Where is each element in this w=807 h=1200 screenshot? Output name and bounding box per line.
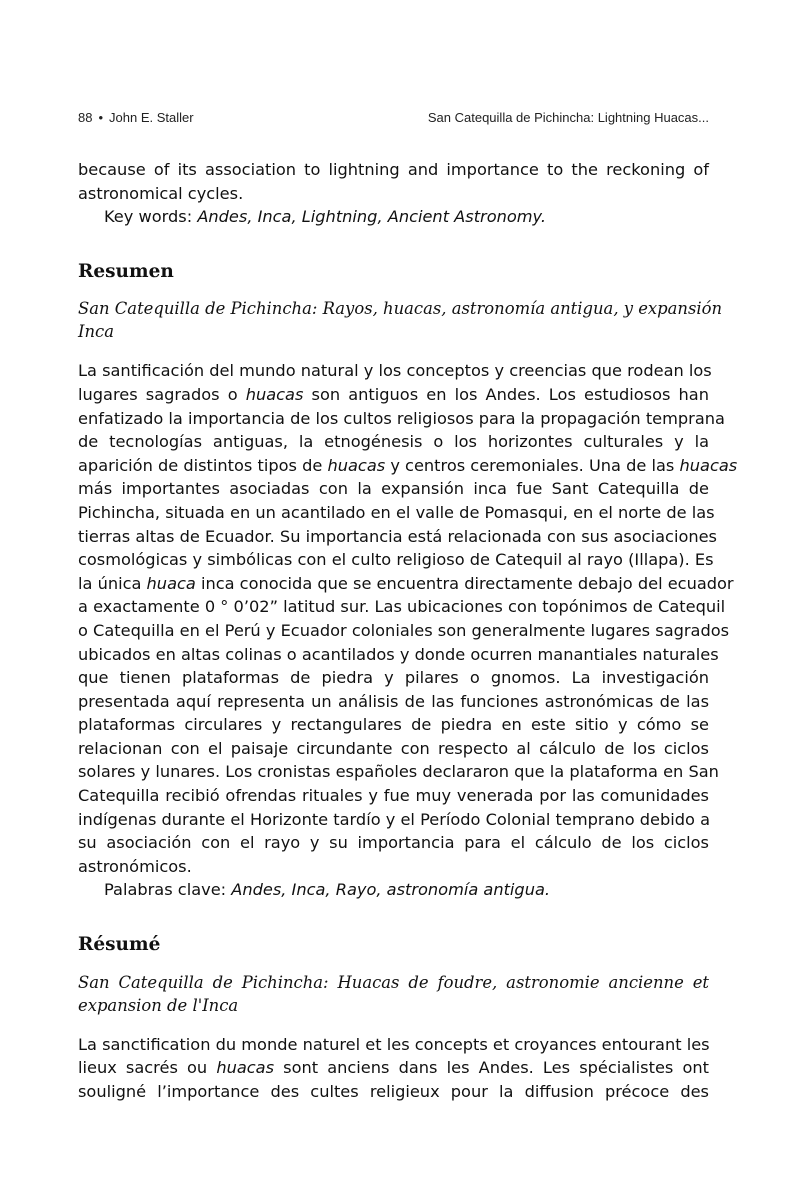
- title-line: Inca: [78, 322, 114, 342]
- header-left: [78, 110, 194, 125]
- page-body: [78, 158, 738, 1103]
- resume-heading: Résumé: [78, 934, 161, 956]
- title-line: expansion de l'Inca: [78, 995, 239, 1015]
- header-bullet: •: [98, 110, 104, 125]
- text-span: y centros ceremoniales. Una de las: [385, 455, 680, 475]
- text-span: lieux sacrés ou: [78, 1058, 217, 1078]
- text-line: enfatizado la importancia de los cultos religiosos para la propagación temprana: [78, 408, 725, 428]
- text-span: huacas: [327, 455, 386, 475]
- text-line: su asociación con el rayo y su importancia para el cálculo de los ciclos: [78, 833, 709, 853]
- text-span: sont anciens dans les Andes. Les spécialistes ont: [274, 1058, 709, 1078]
- text-line: presentada aquí representa un análisis de las funciones astronómicas de las: [78, 691, 709, 711]
- title-line: San Catequilla de Pichincha: Rayos, huacas, astronomía antigua, y expansión: [78, 299, 723, 319]
- text-line: Catequilla recibió ofrendas rituales y fue muy venerada por las comunidades: [78, 786, 709, 806]
- resumen-title: [78, 297, 723, 343]
- text-line: relacionan con el paisaje circundante con respecto al cálculo de los ciclos: [78, 738, 709, 758]
- resumen-heading: Resumen: [78, 260, 174, 282]
- text-line: La sanctification du monde naturel et les concepts et croyances entourant les: [78, 1034, 710, 1054]
- text-line: o Catequilla en el Perú y Ecuador coloniales son generalmente lugares sagrados: [78, 620, 730, 640]
- keywords-line: [78, 878, 709, 902]
- resume-paragraph: [78, 1033, 709, 1104]
- text-line: más importantes asociadas con la expansión inca fue Sant Catequilla de: [78, 479, 709, 499]
- text-span: lugares sagrados o: [78, 384, 246, 404]
- text-line: because of its association to lightning and importance to the reckoning of: [78, 160, 709, 179]
- text-span: huacas: [245, 384, 304, 404]
- text-line: cosmológicas y simbólicas con el culto religioso de Catequil al rayo (Illapa). Es: [78, 550, 714, 570]
- text-span: aparición de distintos tipos de: [78, 455, 328, 475]
- resumen-paragraph: [78, 359, 738, 902]
- text-span: huacas: [679, 455, 738, 475]
- text-line: astronomical cycles.: [78, 183, 244, 203]
- keywords: Andes, Inca, Rayo, astronomía antigua.: [231, 880, 551, 900]
- keywords: Andes, Inca, Lightning, Ancient Astronomy.: [197, 207, 546, 227]
- text-span: huacas: [216, 1058, 275, 1078]
- text-span: inca conocida que se encuentra directamente debajo del ecuador: [195, 573, 734, 593]
- text-line: souligné l’importance des cultes religieux pour la diffusion précoce des: [78, 1081, 709, 1101]
- text-line: La santificación del mundo natural y los conceptos y creencias que rodean los: [78, 361, 712, 381]
- keywords-label: Palabras clave:: [104, 880, 227, 900]
- text-line: ubicados en altas colinas o acantilados y donde ocurren manantiales naturales: [78, 644, 719, 664]
- text-line: astronómicos.: [78, 856, 192, 876]
- text-line: de tecnologías antiguas, la etnogénesis o los horizontes culturales y la: [78, 432, 709, 452]
- text-span: la única: [78, 573, 147, 593]
- text-line: a exactamente 0 ° 0’02” latitud sur. Las ubicaciones con topónimos de Catequil: [78, 597, 726, 617]
- text-line: [78, 383, 709, 407]
- abstract-end: [78, 158, 709, 229]
- text-line: [78, 454, 738, 478]
- text-line: [78, 1056, 709, 1080]
- page-number: 88: [78, 110, 93, 125]
- text-line: solares y lunares. Los cronistas españoles declararon que la plataforma en San: [78, 762, 719, 782]
- keywords-line: [78, 205, 709, 229]
- running-header: [78, 110, 709, 128]
- header-author: John E. Staller: [109, 110, 194, 125]
- text-line: tierras altas de Ecuador. Su importancia está relacionada con sus asociaciones: [78, 526, 717, 546]
- text-line: indígenas durante el Horizonte tardío y el Período Colonial temprano debido a: [78, 809, 711, 829]
- title-line: San Catequilla de Pichincha: Huacas de foudre, astronomie ancienne et: [78, 972, 709, 992]
- resume-title: [78, 971, 709, 1017]
- text-line: [78, 572, 734, 596]
- text-span: huaca: [146, 573, 196, 593]
- text-span: son antiguos en los Andes. Los estudiosos han: [303, 384, 709, 404]
- text-line: Pichincha, situada en un acantilado en el valle de Pomasqui, en el norte de las: [78, 502, 715, 522]
- keywords-label: Key words:: [104, 207, 193, 227]
- text-line: plataformas circulares y rectangulares de piedra en este sitio y cómo se: [78, 715, 709, 735]
- text-line: que tienen plataformas de piedra y pilares o gnomos. La investigación: [78, 668, 709, 688]
- running-title: San Catequilla de Pichincha: Lightning Huacas...: [427, 110, 709, 125]
